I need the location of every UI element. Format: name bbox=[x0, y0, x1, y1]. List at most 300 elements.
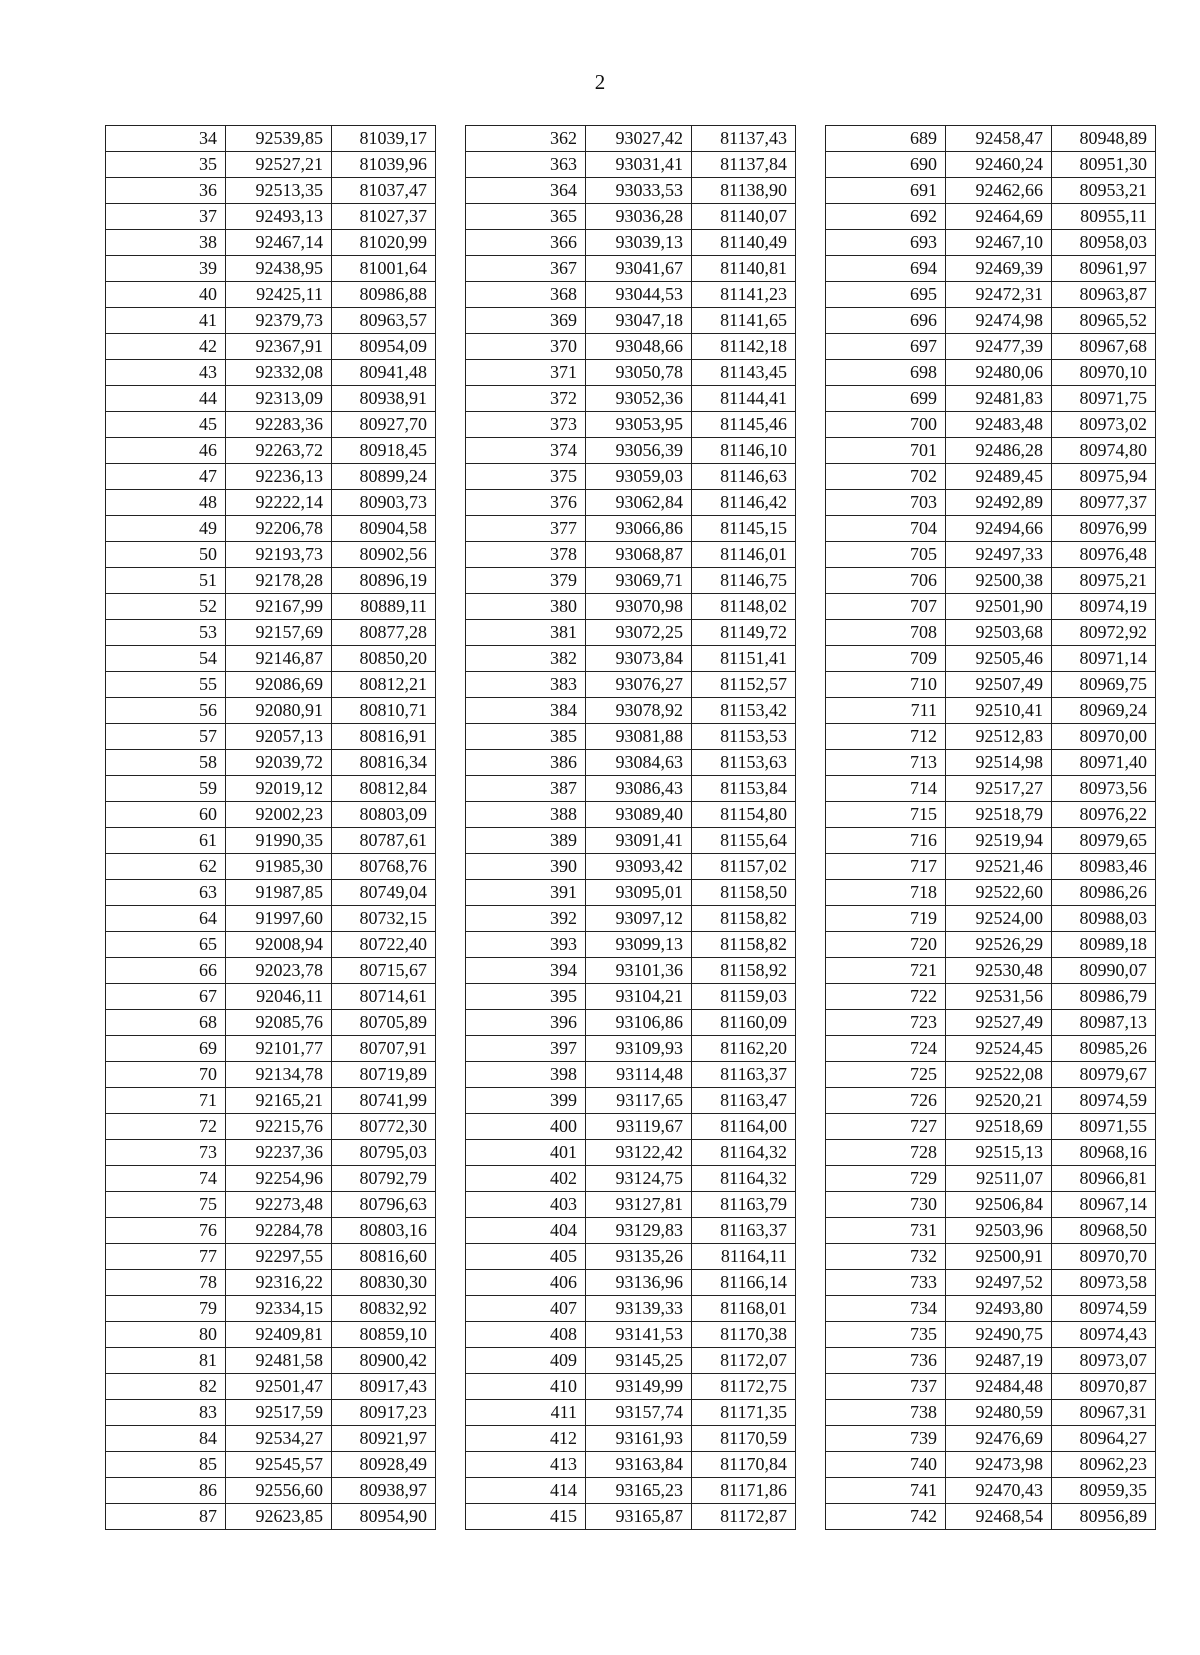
table-row bbox=[466, 490, 796, 516]
point-number-cell: 368 bbox=[466, 282, 586, 308]
x-coordinate-cell: 92512,83 bbox=[946, 724, 1052, 750]
y-coordinate-cell: 81172,87 bbox=[692, 1504, 796, 1530]
table-row bbox=[826, 1036, 1156, 1062]
table-row bbox=[466, 1374, 796, 1400]
table-row bbox=[466, 880, 796, 906]
point-number-cell: 696 bbox=[826, 308, 946, 334]
point-number-cell: 397 bbox=[466, 1036, 586, 1062]
y-coordinate-cell: 81146,42 bbox=[692, 490, 796, 516]
point-number-cell: 697 bbox=[826, 334, 946, 360]
y-coordinate-cell: 80973,58 bbox=[1052, 1270, 1156, 1296]
table-row bbox=[826, 620, 1156, 646]
table-row bbox=[106, 672, 436, 698]
table-row bbox=[826, 178, 1156, 204]
x-coordinate-cell: 92101,77 bbox=[226, 1036, 332, 1062]
point-number-cell: 55 bbox=[106, 672, 226, 698]
table-row bbox=[466, 958, 796, 984]
y-coordinate-cell: 80973,07 bbox=[1052, 1348, 1156, 1374]
point-number-cell: 701 bbox=[826, 438, 946, 464]
y-coordinate-cell: 80917,23 bbox=[332, 1400, 436, 1426]
x-coordinate-cell: 92507,49 bbox=[946, 672, 1052, 698]
y-coordinate-cell: 80904,58 bbox=[332, 516, 436, 542]
table-row bbox=[106, 1218, 436, 1244]
x-coordinate-cell: 92086,69 bbox=[226, 672, 332, 698]
table-row bbox=[106, 568, 436, 594]
table-row bbox=[826, 1348, 1156, 1374]
x-coordinate-cell: 92497,52 bbox=[946, 1270, 1052, 1296]
table-row bbox=[466, 802, 796, 828]
point-number-cell: 45 bbox=[106, 412, 226, 438]
point-number-cell: 735 bbox=[826, 1322, 946, 1348]
y-coordinate-cell: 80732,15 bbox=[332, 906, 436, 932]
point-number-cell: 388 bbox=[466, 802, 586, 828]
point-number-cell: 73 bbox=[106, 1140, 226, 1166]
x-coordinate-cell: 93053,95 bbox=[586, 412, 692, 438]
point-number-cell: 56 bbox=[106, 698, 226, 724]
point-number-cell: 706 bbox=[826, 568, 946, 594]
point-number-cell: 74 bbox=[106, 1166, 226, 1192]
x-coordinate-cell: 92222,14 bbox=[226, 490, 332, 516]
table-row bbox=[466, 334, 796, 360]
x-coordinate-cell: 92531,56 bbox=[946, 984, 1052, 1010]
y-coordinate-cell: 81164,00 bbox=[692, 1114, 796, 1140]
table-row bbox=[466, 1270, 796, 1296]
point-number-cell: 400 bbox=[466, 1114, 586, 1140]
y-coordinate-cell: 80959,35 bbox=[1052, 1478, 1156, 1504]
table-row bbox=[826, 360, 1156, 386]
table-row bbox=[826, 1452, 1156, 1478]
y-coordinate-cell: 81027,37 bbox=[332, 204, 436, 230]
point-number-cell: 728 bbox=[826, 1140, 946, 1166]
table-row bbox=[106, 932, 436, 958]
table-row bbox=[106, 126, 436, 152]
y-coordinate-cell: 80859,10 bbox=[332, 1322, 436, 1348]
point-number-cell: 385 bbox=[466, 724, 586, 750]
table-row bbox=[466, 152, 796, 178]
table-row bbox=[106, 724, 436, 750]
x-coordinate-cell: 93068,87 bbox=[586, 542, 692, 568]
point-number-cell: 36 bbox=[106, 178, 226, 204]
x-coordinate-cell: 93117,65 bbox=[586, 1088, 692, 1114]
point-number-cell: 66 bbox=[106, 958, 226, 984]
table-row bbox=[826, 1166, 1156, 1192]
point-number-cell: 727 bbox=[826, 1114, 946, 1140]
table-row bbox=[106, 1062, 436, 1088]
point-number-cell: 392 bbox=[466, 906, 586, 932]
y-coordinate-cell: 80803,09 bbox=[332, 802, 436, 828]
point-number-cell: 58 bbox=[106, 750, 226, 776]
table-row bbox=[826, 1218, 1156, 1244]
table-row bbox=[466, 984, 796, 1010]
page-number: 2 bbox=[594, 70, 606, 94]
table-row bbox=[466, 360, 796, 386]
y-coordinate-cell: 80796,63 bbox=[332, 1192, 436, 1218]
y-coordinate-cell: 80816,91 bbox=[332, 724, 436, 750]
x-coordinate-cell: 92297,55 bbox=[226, 1244, 332, 1270]
point-number-cell: 726 bbox=[826, 1088, 946, 1114]
table-row bbox=[466, 854, 796, 880]
x-coordinate-cell: 93095,01 bbox=[586, 880, 692, 906]
x-coordinate-cell: 92206,78 bbox=[226, 516, 332, 542]
x-coordinate-cell: 93129,83 bbox=[586, 1218, 692, 1244]
x-coordinate-cell: 92039,72 bbox=[226, 750, 332, 776]
x-coordinate-cell: 92284,78 bbox=[226, 1218, 332, 1244]
table-row bbox=[826, 1322, 1156, 1348]
point-number-cell: 412 bbox=[466, 1426, 586, 1452]
x-coordinate-cell: 93099,13 bbox=[586, 932, 692, 958]
x-coordinate-cell: 93145,25 bbox=[586, 1348, 692, 1374]
y-coordinate-cell: 80987,13 bbox=[1052, 1010, 1156, 1036]
point-number-cell: 408 bbox=[466, 1322, 586, 1348]
point-number-cell: 61 bbox=[106, 828, 226, 854]
table-row bbox=[106, 1348, 436, 1374]
y-coordinate-cell: 80705,89 bbox=[332, 1010, 436, 1036]
point-number-cell: 411 bbox=[466, 1400, 586, 1426]
y-coordinate-cell: 80938,91 bbox=[332, 386, 436, 412]
table-row bbox=[466, 776, 796, 802]
x-coordinate-cell: 92193,73 bbox=[226, 542, 332, 568]
y-coordinate-cell: 80812,84 bbox=[332, 776, 436, 802]
y-coordinate-cell: 80722,40 bbox=[332, 932, 436, 958]
table-row bbox=[466, 1088, 796, 1114]
y-coordinate-cell: 81146,63 bbox=[692, 464, 796, 490]
y-coordinate-cell: 80973,02 bbox=[1052, 412, 1156, 438]
point-number-cell: 372 bbox=[466, 386, 586, 412]
table-row bbox=[466, 412, 796, 438]
table-row bbox=[106, 464, 436, 490]
y-coordinate-cell: 81158,92 bbox=[692, 958, 796, 984]
y-coordinate-cell: 81145,15 bbox=[692, 516, 796, 542]
y-coordinate-cell: 80972,92 bbox=[1052, 620, 1156, 646]
point-number-cell: 718 bbox=[826, 880, 946, 906]
y-coordinate-cell: 80902,56 bbox=[332, 542, 436, 568]
point-number-cell: 410 bbox=[466, 1374, 586, 1400]
y-coordinate-cell: 81039,17 bbox=[332, 126, 436, 152]
point-number-cell: 713 bbox=[826, 750, 946, 776]
table-row bbox=[826, 1296, 1156, 1322]
x-coordinate-cell: 92521,46 bbox=[946, 854, 1052, 880]
point-number-cell: 720 bbox=[826, 932, 946, 958]
point-number-cell: 40 bbox=[106, 282, 226, 308]
y-coordinate-cell: 80986,26 bbox=[1052, 880, 1156, 906]
table-row bbox=[106, 1374, 436, 1400]
x-coordinate-cell: 93062,84 bbox=[586, 490, 692, 516]
y-coordinate-cell: 80973,56 bbox=[1052, 776, 1156, 802]
point-number-cell: 741 bbox=[826, 1478, 946, 1504]
point-number-cell: 737 bbox=[826, 1374, 946, 1400]
point-number-cell: 53 bbox=[106, 620, 226, 646]
table-row bbox=[106, 958, 436, 984]
x-coordinate-cell: 93039,13 bbox=[586, 230, 692, 256]
point-number-cell: 398 bbox=[466, 1062, 586, 1088]
x-coordinate-cell: 92263,72 bbox=[226, 438, 332, 464]
point-number-cell: 717 bbox=[826, 854, 946, 880]
table-row bbox=[466, 646, 796, 672]
y-coordinate-cell: 81170,84 bbox=[692, 1452, 796, 1478]
y-coordinate-cell: 81164,32 bbox=[692, 1166, 796, 1192]
x-coordinate-cell: 93076,27 bbox=[586, 672, 692, 698]
table-row bbox=[106, 1478, 436, 1504]
point-number-cell: 82 bbox=[106, 1374, 226, 1400]
x-coordinate-cell: 93091,41 bbox=[586, 828, 692, 854]
point-number-cell: 364 bbox=[466, 178, 586, 204]
table-row bbox=[826, 1426, 1156, 1452]
point-number-cell: 70 bbox=[106, 1062, 226, 1088]
point-number-cell: 704 bbox=[826, 516, 946, 542]
y-coordinate-cell: 80956,89 bbox=[1052, 1504, 1156, 1530]
y-coordinate-cell: 81137,84 bbox=[692, 152, 796, 178]
x-coordinate-cell: 92057,13 bbox=[226, 724, 332, 750]
x-coordinate-cell: 92545,57 bbox=[226, 1452, 332, 1478]
y-coordinate-cell: 80965,52 bbox=[1052, 308, 1156, 334]
y-coordinate-cell: 81153,63 bbox=[692, 750, 796, 776]
y-coordinate-cell: 80967,68 bbox=[1052, 334, 1156, 360]
point-number-cell: 708 bbox=[826, 620, 946, 646]
table-row bbox=[106, 1140, 436, 1166]
table-row bbox=[826, 516, 1156, 542]
y-coordinate-cell: 80741,99 bbox=[332, 1088, 436, 1114]
point-number-cell: 402 bbox=[466, 1166, 586, 1192]
point-number-cell: 64 bbox=[106, 906, 226, 932]
x-coordinate-cell: 92517,59 bbox=[226, 1400, 332, 1426]
point-number-cell: 403 bbox=[466, 1192, 586, 1218]
x-coordinate-cell: 92469,39 bbox=[946, 256, 1052, 282]
point-number-cell: 44 bbox=[106, 386, 226, 412]
y-coordinate-cell: 81158,50 bbox=[692, 880, 796, 906]
x-coordinate-cell: 92080,91 bbox=[226, 698, 332, 724]
x-coordinate-cell: 92467,14 bbox=[226, 230, 332, 256]
y-coordinate-cell: 80974,19 bbox=[1052, 594, 1156, 620]
y-coordinate-cell: 80903,73 bbox=[332, 490, 436, 516]
table-row bbox=[826, 490, 1156, 516]
x-coordinate-cell: 92134,78 bbox=[226, 1062, 332, 1088]
table-row bbox=[106, 646, 436, 672]
x-coordinate-cell: 92506,84 bbox=[946, 1192, 1052, 1218]
point-number-cell: 371 bbox=[466, 360, 586, 386]
point-number-cell: 413 bbox=[466, 1452, 586, 1478]
y-coordinate-cell: 80970,10 bbox=[1052, 360, 1156, 386]
y-coordinate-cell: 80976,99 bbox=[1052, 516, 1156, 542]
y-coordinate-cell: 80832,92 bbox=[332, 1296, 436, 1322]
table-row bbox=[106, 1114, 436, 1140]
table-row bbox=[106, 256, 436, 282]
y-coordinate-cell: 80954,90 bbox=[332, 1504, 436, 1530]
x-coordinate-cell: 93069,71 bbox=[586, 568, 692, 594]
table-row bbox=[466, 1296, 796, 1322]
table-row bbox=[826, 438, 1156, 464]
table-row bbox=[826, 646, 1156, 672]
y-coordinate-cell: 81164,32 bbox=[692, 1140, 796, 1166]
y-coordinate-cell: 80951,30 bbox=[1052, 152, 1156, 178]
y-coordinate-cell: 80719,89 bbox=[332, 1062, 436, 1088]
table-row bbox=[826, 386, 1156, 412]
x-coordinate-cell: 92524,00 bbox=[946, 906, 1052, 932]
x-coordinate-cell: 92481,58 bbox=[226, 1348, 332, 1374]
y-coordinate-cell: 80810,71 bbox=[332, 698, 436, 724]
x-coordinate-cell: 93052,36 bbox=[586, 386, 692, 412]
table-row bbox=[466, 256, 796, 282]
x-coordinate-cell: 92493,13 bbox=[226, 204, 332, 230]
table-row bbox=[106, 594, 436, 620]
x-coordinate-cell: 91987,85 bbox=[226, 880, 332, 906]
point-number-cell: 376 bbox=[466, 490, 586, 516]
y-coordinate-cell: 80889,11 bbox=[332, 594, 436, 620]
table-row bbox=[826, 126, 1156, 152]
point-number-cell: 41 bbox=[106, 308, 226, 334]
table-row bbox=[466, 1478, 796, 1504]
table-row bbox=[466, 1114, 796, 1140]
point-number-cell: 389 bbox=[466, 828, 586, 854]
point-number-cell: 69 bbox=[106, 1036, 226, 1062]
x-coordinate-cell: 93072,25 bbox=[586, 620, 692, 646]
point-number-cell: 35 bbox=[106, 152, 226, 178]
x-coordinate-cell: 92527,49 bbox=[946, 1010, 1052, 1036]
x-coordinate-cell: 92623,85 bbox=[226, 1504, 332, 1530]
table-row bbox=[826, 1114, 1156, 1140]
table-row bbox=[106, 1270, 436, 1296]
x-coordinate-cell: 93086,43 bbox=[586, 776, 692, 802]
x-coordinate-cell: 92470,43 bbox=[946, 1478, 1052, 1504]
x-coordinate-cell: 92522,08 bbox=[946, 1062, 1052, 1088]
table-row bbox=[466, 698, 796, 724]
x-coordinate-cell: 93109,93 bbox=[586, 1036, 692, 1062]
table-row bbox=[466, 542, 796, 568]
x-coordinate-cell: 92518,79 bbox=[946, 802, 1052, 828]
y-coordinate-cell: 81164,11 bbox=[692, 1244, 796, 1270]
table-row bbox=[826, 1062, 1156, 1088]
table-row bbox=[826, 724, 1156, 750]
table-row bbox=[466, 1036, 796, 1062]
point-number-cell: 691 bbox=[826, 178, 946, 204]
y-coordinate-cell: 80768,76 bbox=[332, 854, 436, 880]
x-coordinate-cell: 93089,40 bbox=[586, 802, 692, 828]
y-coordinate-cell: 80955,11 bbox=[1052, 204, 1156, 230]
point-number-cell: 415 bbox=[466, 1504, 586, 1530]
x-coordinate-cell: 92425,11 bbox=[226, 282, 332, 308]
x-coordinate-cell: 92379,73 bbox=[226, 308, 332, 334]
x-coordinate-cell: 92493,80 bbox=[946, 1296, 1052, 1322]
y-coordinate-cell: 81163,79 bbox=[692, 1192, 796, 1218]
table-row bbox=[826, 256, 1156, 282]
table-row bbox=[826, 204, 1156, 230]
table-row bbox=[106, 1400, 436, 1426]
x-coordinate-cell: 92146,87 bbox=[226, 646, 332, 672]
table-row bbox=[826, 802, 1156, 828]
point-number-cell: 714 bbox=[826, 776, 946, 802]
y-coordinate-cell: 81163,47 bbox=[692, 1088, 796, 1114]
x-coordinate-cell: 92511,07 bbox=[946, 1166, 1052, 1192]
table-row bbox=[466, 308, 796, 334]
y-coordinate-cell: 80795,03 bbox=[332, 1140, 436, 1166]
x-coordinate-cell: 92464,69 bbox=[946, 204, 1052, 230]
point-number-cell: 694 bbox=[826, 256, 946, 282]
y-coordinate-cell: 81159,03 bbox=[692, 984, 796, 1010]
table-row bbox=[826, 334, 1156, 360]
x-coordinate-cell: 92367,91 bbox=[226, 334, 332, 360]
point-number-cell: 42 bbox=[106, 334, 226, 360]
y-coordinate-cell: 80974,80 bbox=[1052, 438, 1156, 464]
point-number-cell: 731 bbox=[826, 1218, 946, 1244]
y-coordinate-cell: 81037,47 bbox=[332, 178, 436, 204]
point-number-cell: 722 bbox=[826, 984, 946, 1010]
point-number-cell: 707 bbox=[826, 594, 946, 620]
x-coordinate-cell: 92458,47 bbox=[946, 126, 1052, 152]
point-number-cell: 386 bbox=[466, 750, 586, 776]
y-coordinate-cell: 80968,16 bbox=[1052, 1140, 1156, 1166]
y-coordinate-cell: 81143,45 bbox=[692, 360, 796, 386]
y-coordinate-cell: 80979,67 bbox=[1052, 1062, 1156, 1088]
y-coordinate-cell: 81140,81 bbox=[692, 256, 796, 282]
table-row bbox=[106, 828, 436, 854]
x-coordinate-cell: 92530,48 bbox=[946, 958, 1052, 984]
y-coordinate-cell: 81146,01 bbox=[692, 542, 796, 568]
y-coordinate-cell: 80977,37 bbox=[1052, 490, 1156, 516]
table-row bbox=[466, 438, 796, 464]
point-number-cell: 54 bbox=[106, 646, 226, 672]
y-coordinate-cell: 80715,67 bbox=[332, 958, 436, 984]
table-row bbox=[826, 594, 1156, 620]
point-number-cell: 399 bbox=[466, 1088, 586, 1114]
table-row bbox=[826, 1010, 1156, 1036]
point-number-cell: 84 bbox=[106, 1426, 226, 1452]
y-coordinate-cell: 80928,49 bbox=[332, 1452, 436, 1478]
x-coordinate-cell: 93106,86 bbox=[586, 1010, 692, 1036]
x-coordinate-cell: 92167,99 bbox=[226, 594, 332, 620]
table-row bbox=[466, 204, 796, 230]
y-coordinate-cell: 81160,09 bbox=[692, 1010, 796, 1036]
x-coordinate-cell: 92489,45 bbox=[946, 464, 1052, 490]
table-row bbox=[106, 490, 436, 516]
x-coordinate-cell: 93084,63 bbox=[586, 750, 692, 776]
x-coordinate-cell: 92008,94 bbox=[226, 932, 332, 958]
point-number-cell: 85 bbox=[106, 1452, 226, 1478]
point-number-cell: 68 bbox=[106, 1010, 226, 1036]
point-number-cell: 702 bbox=[826, 464, 946, 490]
table-row bbox=[466, 1218, 796, 1244]
table-row bbox=[106, 204, 436, 230]
x-coordinate-cell: 92497,33 bbox=[946, 542, 1052, 568]
table-row bbox=[106, 1192, 436, 1218]
y-coordinate-cell: 81001,64 bbox=[332, 256, 436, 282]
x-coordinate-cell: 92510,41 bbox=[946, 698, 1052, 724]
x-coordinate-cell: 92490,75 bbox=[946, 1322, 1052, 1348]
table-row bbox=[466, 1166, 796, 1192]
point-number-cell: 46 bbox=[106, 438, 226, 464]
point-number-cell: 52 bbox=[106, 594, 226, 620]
table-row bbox=[826, 1244, 1156, 1270]
y-coordinate-cell: 80707,91 bbox=[332, 1036, 436, 1062]
point-number-cell: 87 bbox=[106, 1504, 226, 1530]
x-coordinate-cell: 92534,27 bbox=[226, 1426, 332, 1452]
x-coordinate-cell: 92487,19 bbox=[946, 1348, 1052, 1374]
y-coordinate-cell: 81163,37 bbox=[692, 1218, 796, 1244]
y-coordinate-cell: 81020,99 bbox=[332, 230, 436, 256]
point-number-cell: 730 bbox=[826, 1192, 946, 1218]
table-row bbox=[106, 542, 436, 568]
y-coordinate-cell: 80917,43 bbox=[332, 1374, 436, 1400]
table-row bbox=[466, 1010, 796, 1036]
y-coordinate-cell: 80900,42 bbox=[332, 1348, 436, 1374]
table-row bbox=[826, 984, 1156, 1010]
y-coordinate-cell: 81141,23 bbox=[692, 282, 796, 308]
x-coordinate-cell: 92157,69 bbox=[226, 620, 332, 646]
table-row bbox=[106, 516, 436, 542]
point-number-cell: 51 bbox=[106, 568, 226, 594]
y-coordinate-cell: 81168,01 bbox=[692, 1296, 796, 1322]
x-coordinate-cell: 93135,26 bbox=[586, 1244, 692, 1270]
y-coordinate-cell: 81148,02 bbox=[692, 594, 796, 620]
y-coordinate-cell: 80954,09 bbox=[332, 334, 436, 360]
